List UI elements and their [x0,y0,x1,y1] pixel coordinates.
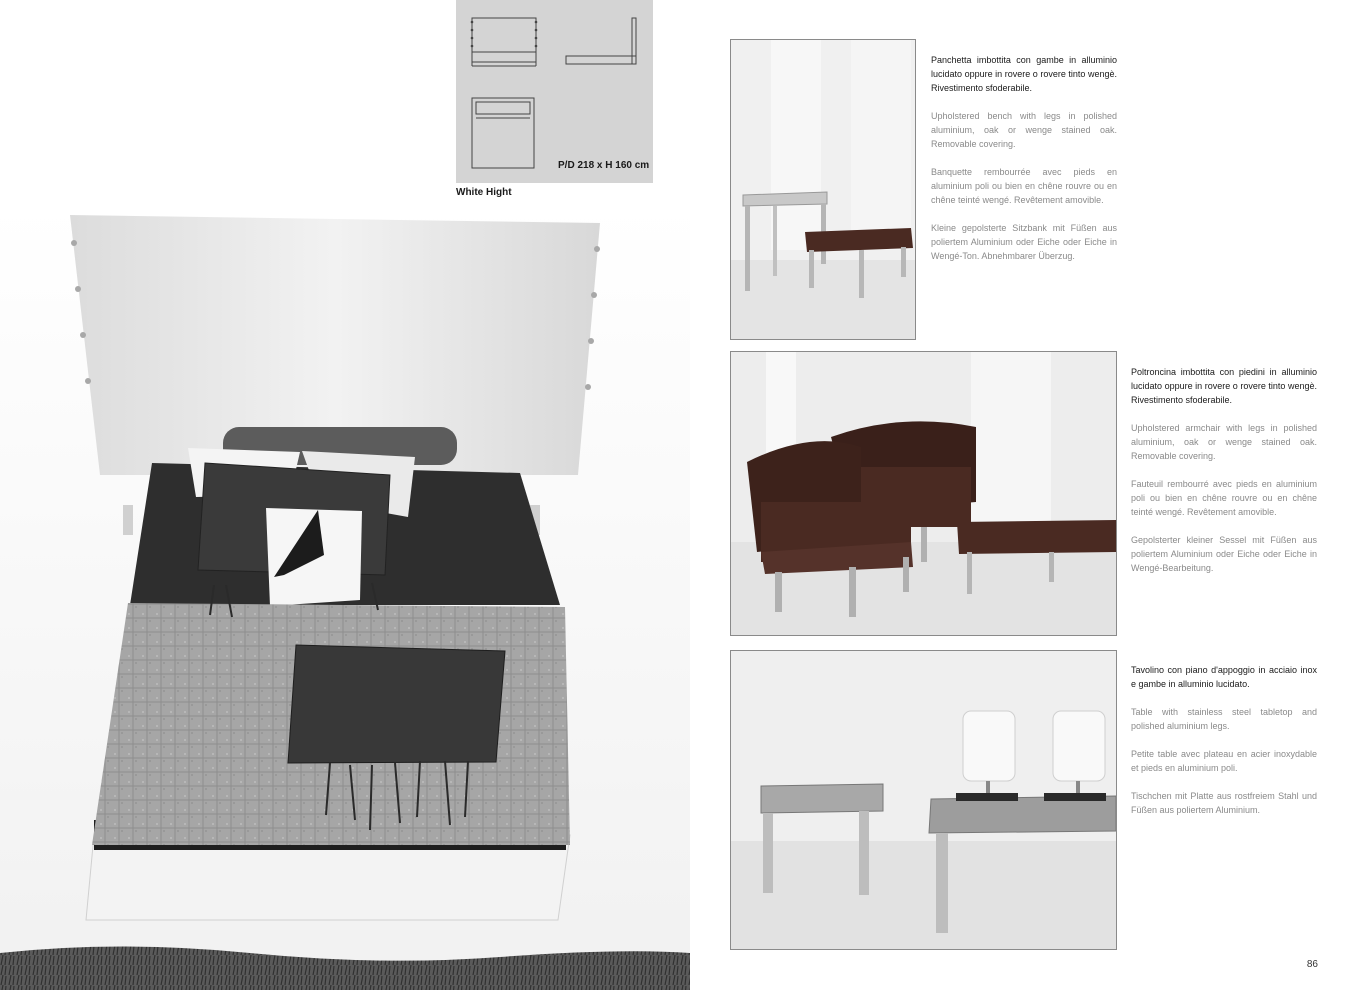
bed-elevation-drawings [456,0,653,183]
bench-text-de: Kleine gepolsterte Sitzbank mit Füßen aus poliertem Aluminium oder Eiche oder Eiche in Wengé-Ton. Abnehmbarer Überzug. [931,223,1117,261]
armchair-text-it: Poltroncina imbottita con piedini in alluminio lucidato oppure in rovere o rovere tinto wengè. Rivestimento sfoderabile. [1131,367,1317,405]
table-photo [730,650,1117,950]
armchair-text-en: Upholstered armchair with legs in polished aluminium, oak or wenge stained oak. Removable covering. [1131,423,1317,461]
table-text-it: Tavolino con piano d'appoggio in acciaio inox e gambe in alluminio lucidato. [1131,665,1317,689]
bench-text-it: Panchetta imbottita con gambe in alluminio lucidato oppure in rovere o rovere tinto wengè. Rivestimento sfoderabile. [931,55,1117,93]
table-text-fr: Petite table avec plateau en acier inoxydable et pieds en aluminium poli. [1131,749,1317,773]
bench-description [931,53,1117,277]
table-text-de: Tischchen mit Platte aus rostfreiem Stahl und Füßen aus poliertem Aluminium. [1131,791,1317,815]
bed-photo [0,205,690,990]
table-description [1131,663,1317,831]
bench-text-en: Upholstered bench with legs in polished aluminium, oak or wenge stained oak. Removable covering. [931,111,1117,149]
bed-dimensions: P/D 218 x H 160 cm [558,160,650,171]
page-number: 86 [1306,959,1318,970]
bench-photo [730,39,916,340]
armchair-text-de: Gepolsterter kleiner Sessel mit Füßen aus poliertem Aluminium oder Eiche oder Eiche in Wengé-Bearbeitung. [1131,535,1317,573]
armchair-description [1131,365,1317,589]
armchair-text-fr: Fauteuil rembourré avec pieds en aluminium poli ou bien en chêne rouvre ou en chêne teinté wengé. Revêtement amovible. [1131,479,1317,517]
armchair-photo [730,351,1117,636]
model-name: White Hight [456,187,512,198]
technical-drawing [456,0,653,183]
table-text-en: Table with stainless steel tabletop and polished aluminium legs. [1131,707,1317,731]
bench-text-fr: Banquette rembourrée avec pieds en aluminium poli ou bien en chêne rouvre ou en chêne teinté wengé. Revêtement amovible. [931,167,1117,205]
